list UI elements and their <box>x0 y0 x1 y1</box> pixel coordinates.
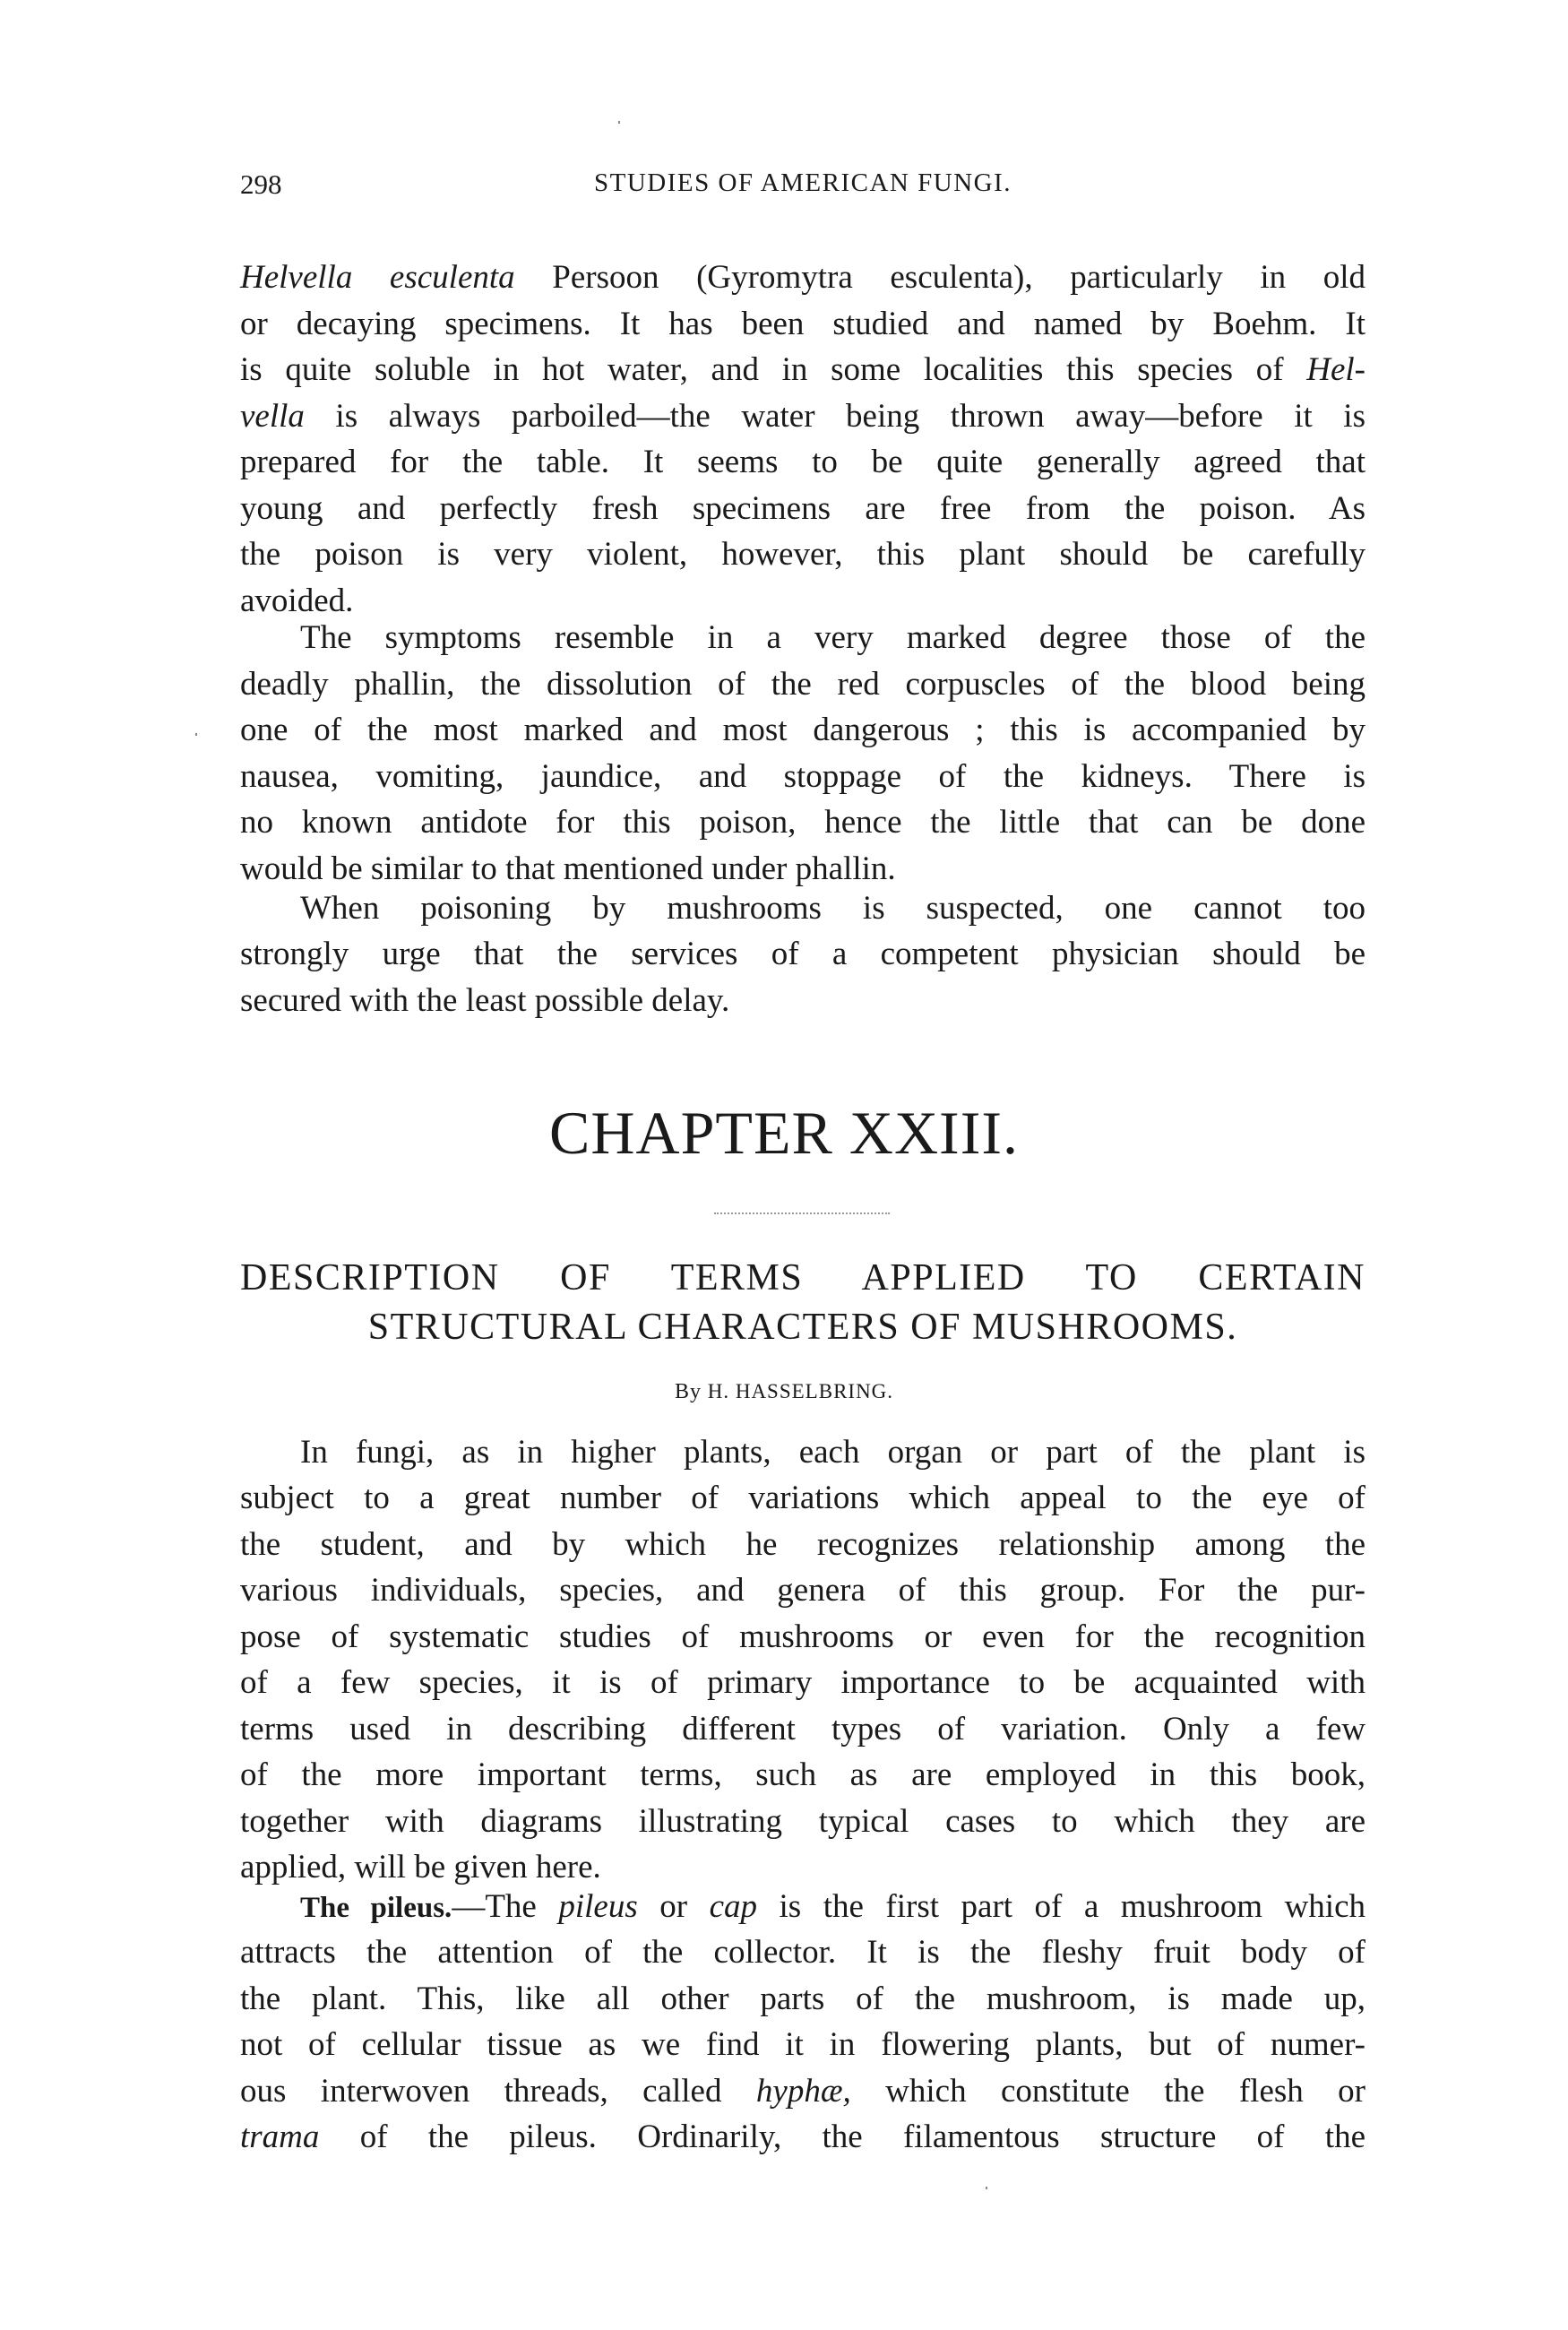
line-text: strongly urge that the services of a competent physician should be <box>240 936 1366 972</box>
text-span: is the first part of a mushroom which <box>757 1888 1366 1925</box>
text-line <box>240 395 1366 438</box>
line-text: prepared for the table. It seems to be quite generally agreed that <box>240 444 1366 480</box>
text-line <box>240 1661 1366 1704</box>
text-line <box>240 1708 1366 1751</box>
text-line <box>240 1931 1366 1974</box>
line-text: secured with the least possible delay. <box>240 982 730 1019</box>
text-span: is always parboiled—the water being thrown away—before it is <box>304 398 1366 435</box>
byline-prefix: By <box>674 1380 702 1403</box>
text-line <box>240 933 1366 976</box>
chapter-divider <box>714 1212 890 1214</box>
text-line <box>240 709 1366 752</box>
text-line <box>300 1431 1366 1474</box>
text-span: Persoon (Gyromytra esculenta), particularly in old <box>514 259 1366 296</box>
italic-term: Helvella esculenta <box>240 259 515 296</box>
text-line <box>240 349 1366 392</box>
line-text: In fungi, as in higher plants, each organ or part of the plant is <box>300 1434 1366 1471</box>
line-text <box>300 1886 1366 1929</box>
chapter-subtitle-line-2: STRUCTURAL CHARACTERS OF MUSHROOMS. <box>367 1307 1238 1348</box>
text-line <box>240 303 1366 346</box>
text-line <box>240 256 1366 299</box>
line-text: one of the most marked and most dangerous ; this is accompanied by <box>240 712 1366 748</box>
text-line <box>240 441 1366 484</box>
italic-term: vella <box>240 398 305 435</box>
byline-author: H. HASSELBRING. <box>707 1380 894 1402</box>
line-text: would be similar to that mentioned under phallin. <box>240 850 896 887</box>
text-line <box>240 979 1366 1023</box>
scan-speck <box>618 121 620 124</box>
text-line <box>240 663 1366 706</box>
line-text: various individuals, species, and genera of this group. For the pur- <box>240 1572 1366 1609</box>
line-text: deadly phallin, the dissolution of the red corpuscles of the blood being <box>240 666 1366 703</box>
chapter-title: CHAPTER XXIII. <box>549 1099 1019 1167</box>
line-text: the plant. This, like all other parts of the mushroom, is made up, <box>240 1980 1366 2017</box>
italic-term: pileus <box>558 1888 638 1925</box>
line-text: nausea, vomiting, jaundice, and stoppage of the kidneys. There is <box>240 758 1366 795</box>
text-line <box>240 2024 1366 2067</box>
line-text <box>240 395 1366 438</box>
page-number: 298 <box>240 168 282 200</box>
line-text <box>240 2116 1366 2159</box>
line-text: avoided. <box>240 582 354 619</box>
line-text: the student, and by which he recognizes relationship among the <box>240 1526 1366 1563</box>
page-header <box>240 168 1366 213</box>
text-line <box>240 1477 1366 1520</box>
text-span: of the pileus. Ordinarily, the filamentous structure of the <box>319 2119 1366 2155</box>
line-text <box>240 2070 1366 2113</box>
text-line <box>240 1616 1366 1659</box>
text-line <box>240 1523 1366 1566</box>
italic-term: hyphæ, <box>755 2073 851 2110</box>
line-text: When poisoning by mushrooms is suspected, one cannot too <box>300 890 1366 927</box>
line-text: of a few species, it is of primary importance to be acquainted with <box>240 1664 1366 1701</box>
text-line <box>240 1846 1366 1889</box>
line-text: no known antidote for this poison, hence the little that can be done <box>240 804 1366 841</box>
line-text: terms used in describing different types of variation. Only a few <box>240 1711 1366 1748</box>
text-span: ous interwoven threads, called <box>240 2073 756 2110</box>
line-text: the poison is very violent, however, this plant should be carefully <box>240 536 1366 573</box>
text-line <box>240 1754 1366 1797</box>
text-span: —The <box>452 1888 559 1925</box>
text-line <box>240 848 1366 891</box>
line-text: together with diagrams illustrating typical cases to which they are <box>240 1803 1366 1840</box>
italic-term: trama <box>240 2119 320 2155</box>
text-line <box>240 533 1366 576</box>
italic-term: cap <box>709 1888 758 1925</box>
scan-speck <box>195 733 197 736</box>
text-line <box>240 801 1366 844</box>
chapter-subtitle-line-1: DESCRIPTION OF TERMS APPLIED TO CERTAIN <box>240 1257 1366 1299</box>
text-line <box>240 2070 1366 2113</box>
text-line <box>240 755 1366 798</box>
text-line <box>240 1569 1366 1612</box>
scan-speck <box>986 2187 987 2189</box>
text-span: which constitute the flesh or <box>850 2073 1366 2110</box>
line-text: young and perfectly fresh specimens are free from the poison. As <box>240 490 1366 527</box>
line-text: attracts the attention of the collector. It is the fleshy fruit body of <box>240 1934 1366 1971</box>
text-line <box>240 1800 1366 1843</box>
text-line <box>300 617 1366 660</box>
line-text: not of cellular tissue as we find it in flowering plants, but of numer- <box>240 2026 1366 2063</box>
text-line <box>240 488 1366 531</box>
line-text: pose of systematic studies of mushrooms or even for the recognition <box>240 1618 1366 1655</box>
run-in-heading: The pileus. <box>300 1892 452 1924</box>
line-text <box>240 256 1366 299</box>
byline <box>0 1380 1568 1404</box>
line-text <box>240 349 1366 392</box>
text-line <box>300 887 1366 930</box>
text-span: or <box>637 1888 710 1925</box>
text-line <box>240 1978 1366 2021</box>
running-title: STUDIES OF AMERICAN FUNGI. <box>594 168 1012 197</box>
italic-term: Hel- <box>1306 351 1366 388</box>
line-text: applied, will be given here. <box>240 1849 601 1886</box>
text-line <box>300 1886 1366 1929</box>
text-span: is quite soluble in hot water, and in some localities this species of <box>240 351 1307 388</box>
line-text: of the more important terms, such as are employed in this book, <box>240 1756 1366 1793</box>
line-text: subject to a great number of variations which appeal to the eye of <box>240 1480 1366 1516</box>
line-text: or decaying specimens. It has been studied and named by Boehm. It <box>240 306 1366 342</box>
text-line <box>240 2116 1366 2159</box>
line-text: The symptoms resemble in a very marked degree those of the <box>300 619 1366 656</box>
